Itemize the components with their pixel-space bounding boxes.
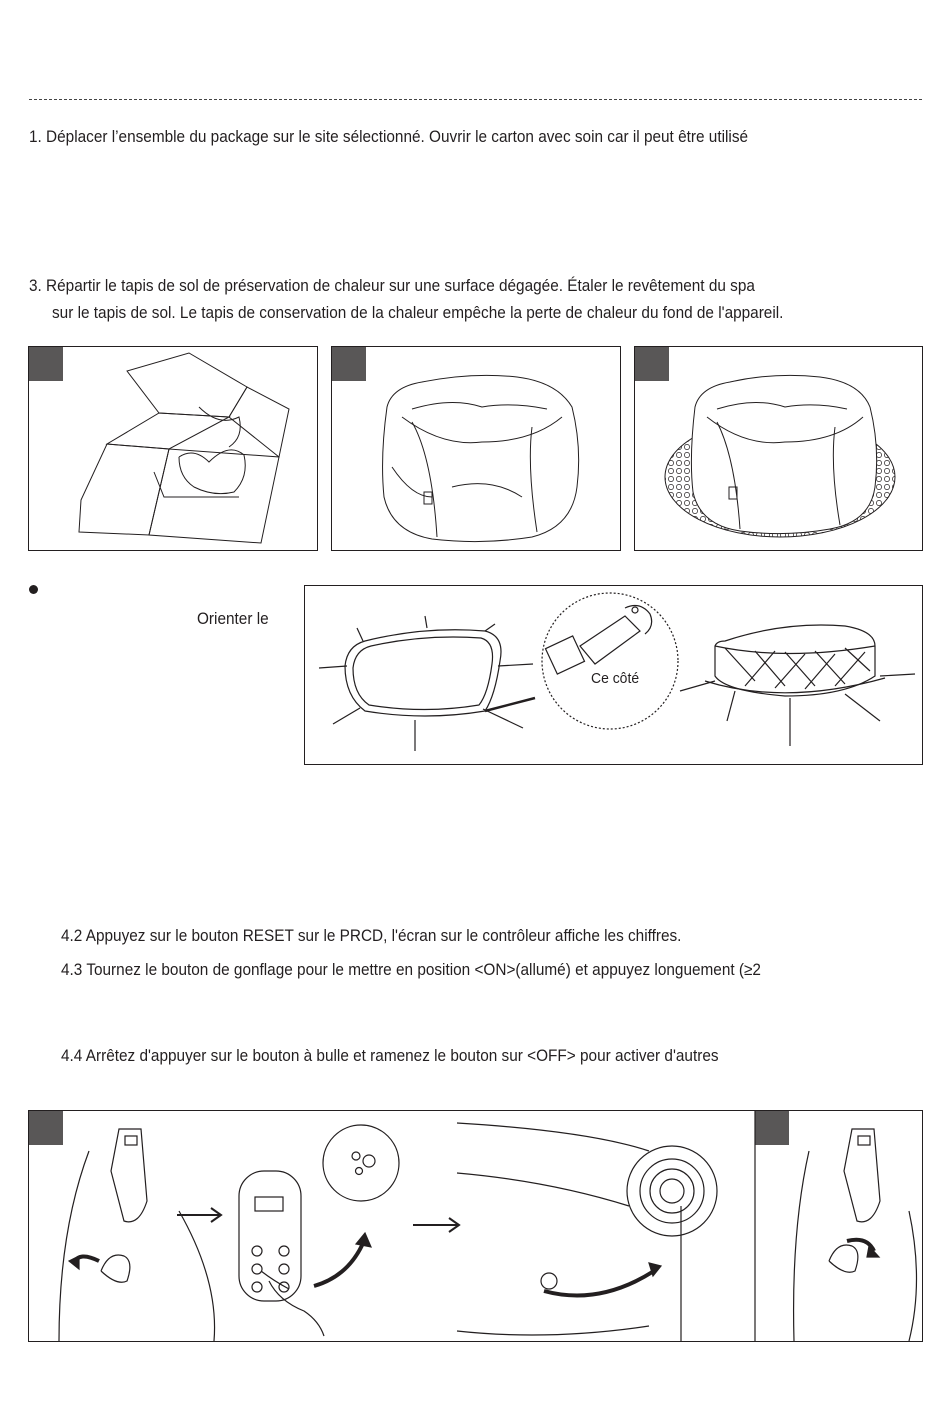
step-1-text: 1. Déplacer l’ensemble du package sur le site sélectionné. Ouvrir le carton avec soin car il peut être utilisé — [29, 128, 749, 146]
step-4-3-text: 4.3 Tournez le bouton de gonflage pour le mettre en position <ON>(allumé) et appuyez longuement (≥2 — [61, 961, 761, 979]
figure-controller-steps — [28, 1110, 923, 1342]
controller-icon — [29, 1111, 923, 1342]
liner-on-groundmat-icon — [635, 347, 923, 551]
orient-text: Orienter le — [197, 610, 269, 628]
step-3-text-line-2: sur le tapis de sol. Le tapis de conservation de la chaleur empêche la perte de chaleur du fond de l'appareil. — [52, 304, 784, 322]
bullet-point — [29, 585, 38, 594]
figure-frame-straps — [304, 585, 923, 765]
dashed-separator — [29, 99, 922, 100]
figure-open-box — [28, 346, 318, 551]
strap-label: Ce côté — [591, 670, 640, 687]
step-4-2-text: 4.2 Appuyez sur le bouton RESET sur le PRCD, l'écran sur le contrôleur affiche les chiffres. — [61, 927, 682, 945]
spa-liner-icon — [332, 347, 621, 551]
open-box-icon — [29, 347, 318, 551]
figure-liner-on-mat — [634, 346, 923, 551]
step-4-4-text: 4.4 Arrêtez d'appuyer sur le bouton à bulle et ramenez le bouton sur <OFF> pour activer d'autres — [61, 1047, 719, 1065]
step-3-text-line-1: 3. Répartir le tapis de sol de préservation de chaleur sur une surface dégagée. Étaler le revêtement du spa — [29, 277, 755, 295]
figure-folded-liner — [331, 346, 621, 551]
